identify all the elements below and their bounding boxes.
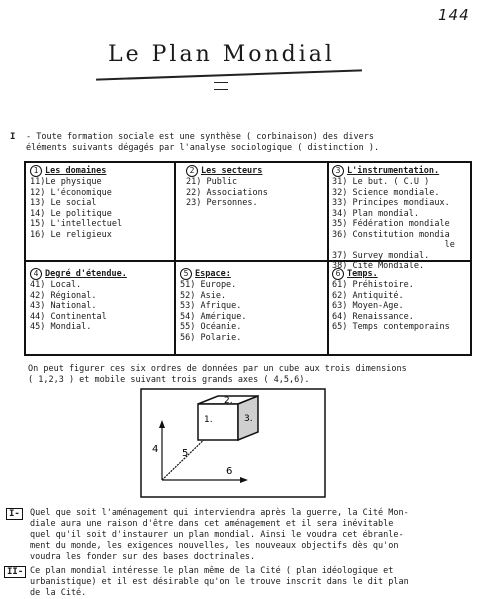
table-divider-vertical-2 [327,161,329,354]
title-double-dash [214,82,228,90]
label-side: 3. [244,414,253,424]
cell-heading: Degré d'étendue. [45,269,127,279]
cell-number: 1 [30,165,42,177]
section-i-line-1: Quel que soit l'aménagement qui interviendra après la guerre, la Cité Mon- [30,508,409,518]
list-item: 44) Continental [30,311,107,322]
list-item: 65) Temps contemporains [332,322,450,332]
title-underline [96,69,362,80]
cell-heading: Les domaines [45,166,107,176]
label-axis-diag: 5 [182,448,189,459]
list-item: 53) Afrique. [180,301,242,311]
section-i-line-4: ment du monde, les exigences nouvelles, les nouveaux objectifs dès qu'on [30,541,399,551]
cell-heading: L'instrumentation. [347,166,440,176]
list-item: 56) Polarie. [180,332,242,343]
intro-line-2: éléments suivants dégagés par l'analyse sociologique ( distinction ). [26,143,380,153]
list-item: 34) Plan mondial. [332,208,419,219]
axis-x-arrow-icon [240,477,248,483]
list-item: 13) Le social [30,198,97,208]
cell-number: 6 [332,268,344,280]
page-title: Le Plan Mondial [108,42,335,67]
list-item: 41) Local. [30,280,82,290]
label-axis-x: 6 [226,466,233,477]
cell-instrumentation [332,165,455,272]
cell-espace [180,268,247,343]
cell-domaines [30,165,122,240]
section-ii-line-3: de la Cité. [30,588,87,598]
list-item: 54) Amérique. [180,311,247,322]
label-front: 1. [204,415,213,425]
section-i-line-5: voudra les fonder sur des bases doctrinales. [30,552,256,562]
cube-diagram [140,388,326,500]
list-item: 61) Préhistoire. [332,280,414,290]
list-item: 35) Fédération mondiale [332,219,450,229]
page-number: 144 [438,6,470,24]
list-item: 55) Océanie. [180,322,242,332]
list-item: 11)Le physique [30,177,102,187]
cell-temps [332,268,450,333]
list-item: 45) Mondial. [30,322,92,332]
list-item: 14) Le politique [30,208,112,219]
cell-heading: Temps. [347,269,378,279]
list-item: 63) Moyen-Age. [332,301,404,311]
section-ii-line-1: Ce plan mondial intéresse le plan même de la Cité ( plan idéologique et [30,566,394,576]
cell-secteurs [186,165,268,209]
list-item: 16) Le religieux [30,229,112,240]
list-item: 62) Antiquité. [332,290,404,301]
cell-etendue [30,268,127,333]
list-item: 21) Public [186,177,238,187]
list-item: 23) Personnes. [186,198,258,208]
section-ii-line-2: urbanistique) et il est désirable qu'on le trouve inscrit dans le dit plan [30,577,409,587]
section-ii-marker: II- [4,566,26,578]
cube-text-line-2: ( 1,2,3 ) et mobile suivant trois grands axes ( 4,5,6). [28,375,310,385]
section-i-line-3: quel qu'il soit d'instaurer un plan mondial. Ainsi le voudra cet ébranle- [30,530,404,540]
list-item: 36) Constitution mondia [332,229,450,240]
list-item: 12) L'économique [30,187,112,198]
label-axis-y: 4 [152,444,159,455]
list-item: 42) Régional. [30,290,97,301]
table-divider-vertical-1 [174,161,176,354]
cell-number: 5 [180,268,192,280]
list-item: 31) Le but. ( C.U ) [332,177,430,187]
list-item: 22) Associations [186,187,268,198]
list-item: 15) L'intellectuel [30,219,123,229]
list-item: 32) Science mondiale. [332,187,440,198]
cell-heading: Les secteurs [201,166,263,176]
cell-heading: Espace: [195,269,231,279]
list-item: 52) Asie. [180,290,227,301]
list-item: 51) Europe. [180,280,237,290]
cell-number: 4 [30,268,42,280]
section-i-marker: I- [6,508,23,520]
section-i-line-2: diale aura une raison d'être dans cet aménagement et il sera inévitable [30,519,394,529]
cell-number: 3 [332,165,344,177]
list-item: 37) Survey mondial. [332,250,430,261]
cube-text-line-1: On peut figurer ces six ordres de données par un cube aux trois dimensions [28,364,407,374]
list-item: le [332,240,455,250]
label-top: 2. [224,396,233,406]
cell-number: 2 [186,165,198,177]
list-item: 38) Cité Mondiale. [332,261,425,271]
list-item: 33) Principes mondiaux. [332,198,450,208]
intro-marker: I [10,132,16,142]
axis-y-arrow-icon [159,420,165,428]
list-item: 43) National. [30,301,97,311]
intro-line-1: - Toute formation sociale est une synthèse ( corbinaison) des divers [26,132,374,142]
list-item: 64) Renaissance. [332,311,414,322]
